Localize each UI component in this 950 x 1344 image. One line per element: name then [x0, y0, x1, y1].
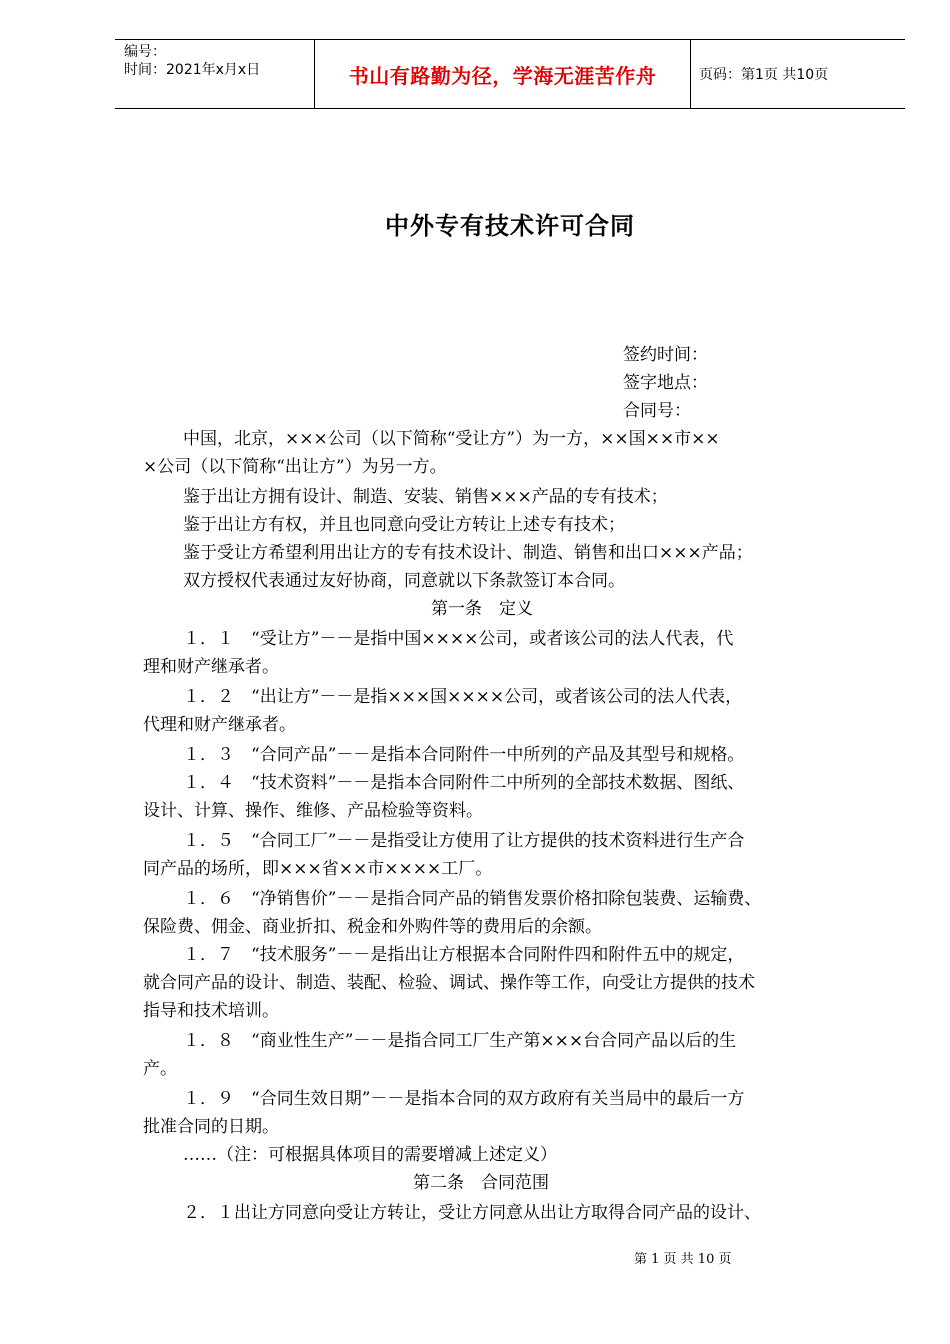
paragraph-line: 鉴于出让方有权，并且也同意向受让方转让上述专有技术；: [183, 515, 625, 535]
paragraph-line: １．３ “合同产品”－－是指本合同附件一中所列的产品及其型号和规格。: [183, 745, 745, 765]
paragraph-line: １．５ “合同工厂”－－是指受让方使用了让方提供的技术资料进行生产合: [183, 831, 745, 851]
paragraph-line: 鉴于出让方拥有设计、制造、安装、销售×××产品的专有技术；: [183, 487, 668, 507]
paragraph-line: 同产品的场所，即×××省××市××××工厂。: [143, 859, 493, 879]
paragraph-line: １．９ “合同生效日期”－－是指本合同的双方政府有关当局中的最后一方: [183, 1089, 745, 1109]
paragraph-line: 设计、计算、操作、维修、产品检验等资料。: [143, 801, 483, 821]
page-footer: 第 1 页 共 10 页: [634, 1252, 732, 1267]
paragraph-line: １．８ “商业性生产”－－是指合同工厂生产第×××台合同产品以后的生: [183, 1031, 737, 1051]
paragraph-line: 保险费、佣金、商业折扣、税金和外购件等的费用后的余额。: [143, 917, 602, 937]
paragraph-line: 双方授权代表通过友好协商，同意就以下条款签订本合同。: [183, 571, 625, 591]
paragraph-line: 就合同产品的设计、制造、装配、检验、调试、操作等工作，向受让方提供的技术: [143, 973, 755, 993]
sign-place: 签字地点：: [623, 373, 708, 393]
paragraph-line: １．７ “技术服务”－－是指出让方根据本合同附件四和附件五中的规定，: [183, 945, 745, 965]
number-label: 编号：: [124, 44, 166, 60]
paragraph-line: １．４ “技术资料”－－是指本合同附件二中所列的全部技术数据、图纸、: [183, 773, 745, 793]
page-label: 页码：第1页 共10页: [699, 67, 829, 83]
paragraph-line: 鉴于受让方希望利用出让方的专有技术设计、制造、销售和出口×××产品；: [183, 543, 753, 563]
header-info: [115, 40, 315, 108]
document-title: 中外专有技术许可合同: [385, 212, 635, 240]
paragraph-line: 指导和技术培训。: [143, 1001, 279, 1021]
contract-number: 合同号：: [623, 401, 691, 421]
paragraph-line: 代理和财产继承者。: [143, 715, 296, 735]
paragraph-line: ……（注：可根据具体项目的需要增减上述定义）: [183, 1145, 557, 1165]
paragraph-line: 产。: [143, 1059, 177, 1079]
time-label: 时间：2021年x月x日: [124, 62, 261, 78]
paragraph-line: １．６ “净销售价”－－是指合同产品的销售发票价格扣除包装费、运输费、: [183, 889, 762, 909]
paragraph-line: ×公司（以下简称“出让方”）为另一方。: [143, 457, 447, 477]
section-heading: 第二条 合同范围: [413, 1173, 549, 1193]
paragraph-line: ２．１出让方同意向受让方转让，受让方同意从出让方取得合同产品的设计、: [183, 1203, 761, 1223]
sign-time: 签约时间：: [623, 345, 708, 365]
paragraph-line: １．１ “受让方”－－是指中国××××公司，或者该公司的法人代表，代: [183, 629, 734, 649]
paragraph-line: １．２ “出让方”－－是指×××国××××公司，或者该公司的法人代表，: [183, 687, 743, 707]
paragraph-line: 理和财产继承者。: [143, 657, 279, 677]
motto: 书山有路勤为径，学海无涯苦作舟: [315, 40, 691, 108]
section-heading: 第一条 定义: [431, 599, 533, 619]
page-header: [115, 39, 905, 109]
paragraph-line: 批准合同的日期。: [143, 1117, 279, 1137]
paragraph-line: 中国，北京，×××公司（以下简称“受让方”）为一方，××国××市××: [183, 429, 720, 449]
